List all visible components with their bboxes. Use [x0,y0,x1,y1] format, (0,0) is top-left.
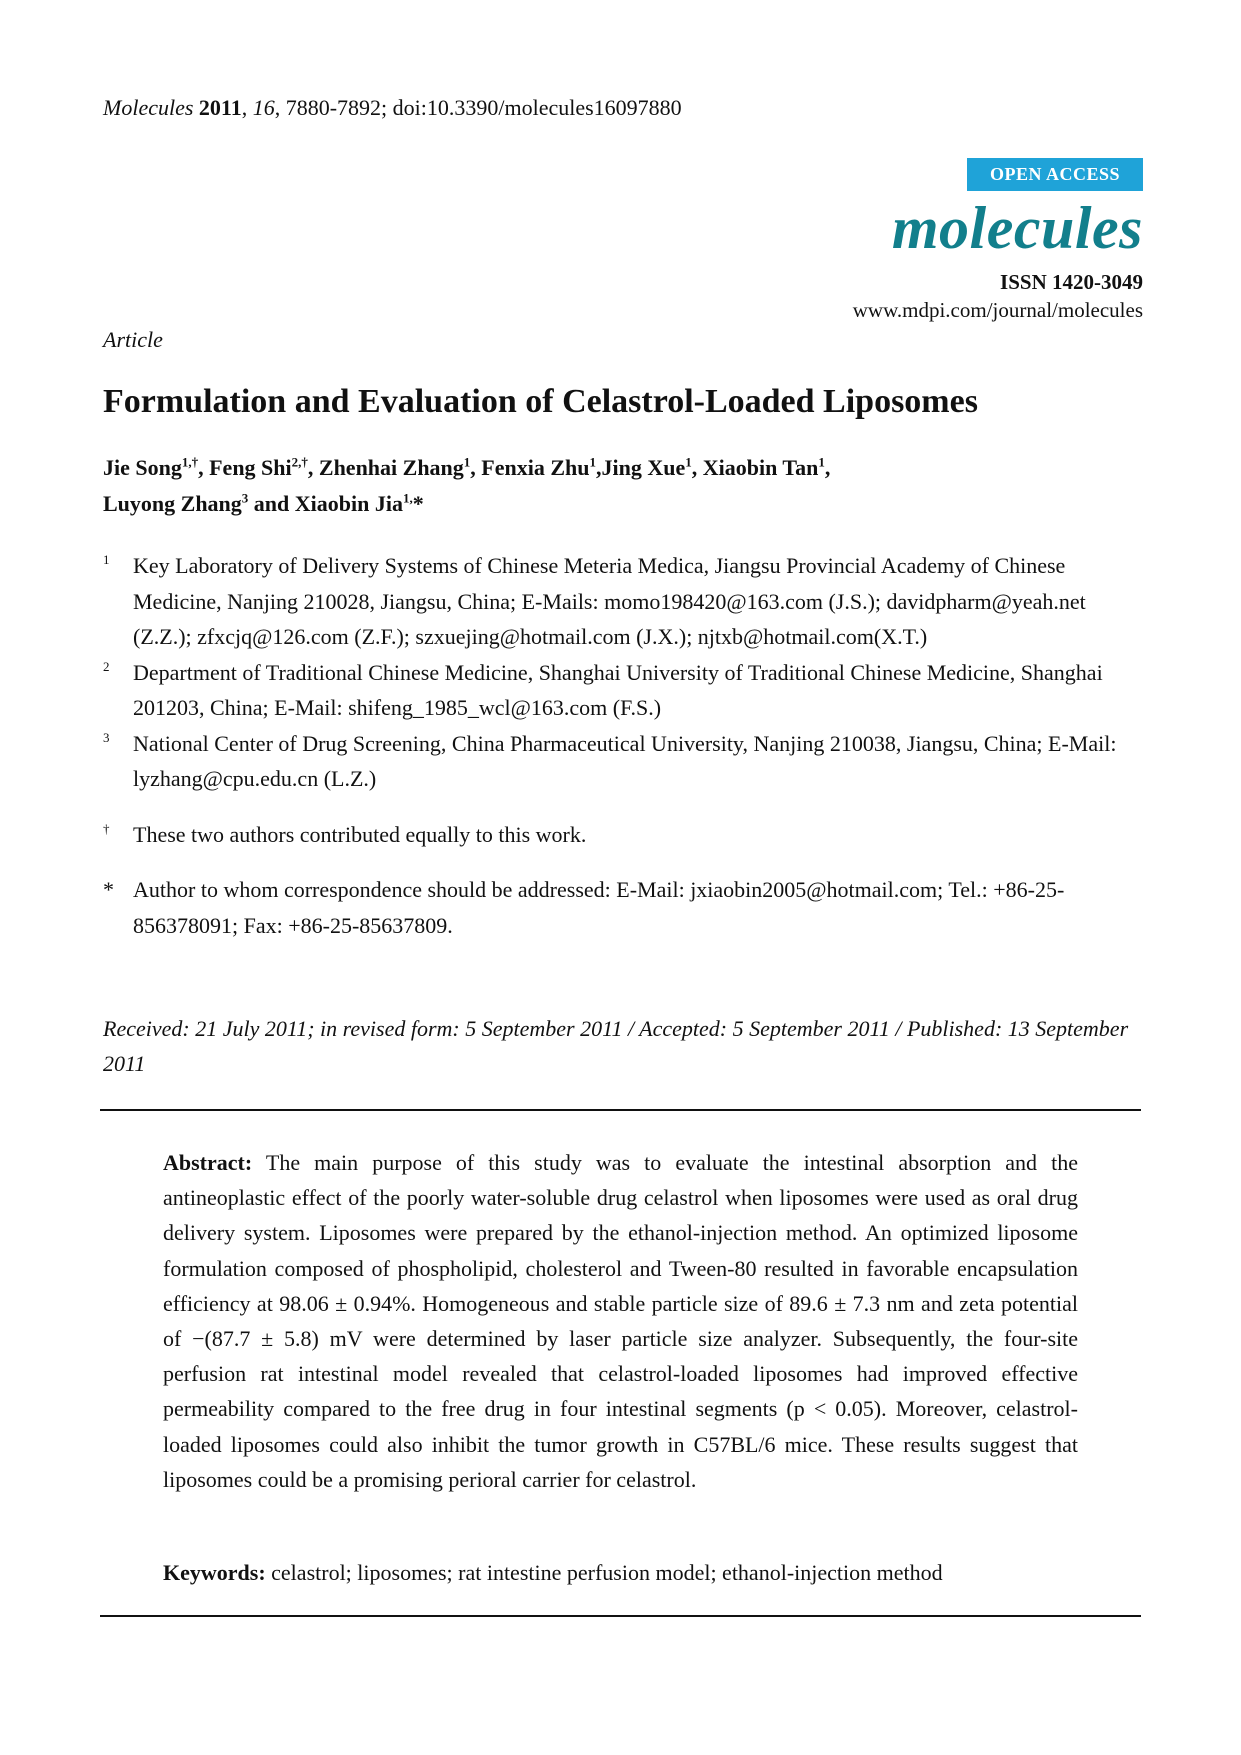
affiliation-mark: 3 [103,729,110,745]
author-sup: 1 [463,454,471,470]
author-name: Jie Song [103,455,182,480]
keywords-text: celastrol; liposomes; rat intestine perfusion model; ethanol-injection method [271,1560,943,1585]
author-name: Fenxia Zhu [481,455,590,480]
abstract [163,1145,1078,1497]
citation-year: 2011 [198,95,242,120]
issn: ISSN 1420-3049 [1000,270,1143,294]
author-sup: 1 [685,454,692,470]
author-sup: 1 [818,454,825,470]
author-name: Xiaobin Tan [702,455,819,480]
author-sep: , [307,455,319,480]
article-type: Article [103,327,163,352]
author-name: Jing Xue [601,455,686,480]
author-sup: 1,† [181,454,199,470]
journal-url[interactable]: www.mdpi.com/journal/molecules [852,298,1143,322]
author-name: Zhenhai Zhang [318,455,464,480]
author-list [103,450,1143,522]
author-sup: 1 [589,454,596,470]
affiliation-text: Key Laboratory of Delivery Systems of Chinese Meteria Medica, Jiangsu Provincial Academy of Chinese Medicine, Nanjing 210028, Jiangsu, China; E-Mails: momo198420@163.com (J.S.); davidpharm@yeah.net (Z.Z.); zfxcjq@126.com (Z.F.); szxuejing@hotmail.com (J.X.); njtxb@hotmail.com(X.T.) [133,553,1086,649]
author-sep: , [691,455,703,480]
affiliation-text: National Center of Drug Screening, China Pharmaceutical University, Nanjing 210038, Jiangsu, China; E-Mail: lyzhang@cpu.edu.cn (L.Z.) [133,730,1117,791]
affiliations [103,548,1143,943]
abstract-text: The main purpose of this study was to evaluate the intestinal absorption and the antineoplastic effect of the poorly water-soluble drug celastrol when liposomes were used as oral drug delivery system. Liposomes were prepared by the ethanol-injection method. An optimized liposome formulation composed of phospholipid, cholesterol and Tween-80 resulted in favorable encapsulation efficiency at 98.06 ± 0.94%. Homogeneous and stable particle size of 89.6 ± 7.3 nm and zeta potential of −(87.7 ± 5.8) mV were determined by laser particle size analyzer. Subsequently, the four-site perfusion rat intestinal model revealed that celastrol-loaded liposomes had improved effective permeability compared to the free drug in four intestinal segments (p < 0.05). Moreover, celastrol-loaded liposomes could also inhibit the tumor growth in C57BL/6 mice. These results suggest that liposomes could be a promising perioral carrier for celastrol. [163,1150,1078,1492]
publication-dates: Received: 21 July 2011; in revised form: 5 September 2011 / Accepted: 5 September 2011 / Published: 13 September 2011 [103,1016,1129,1076]
author-sep: , [198,455,210,480]
keywords [163,1555,1123,1590]
citation-line: Molecules 2011, 16, 7880-7892; doi:10.3390/molecules16097880 [103,95,682,120]
citation-journal: Molecules [103,95,194,120]
author-sep: and [248,491,295,516]
paper-title: Formulation and Evaluation of Celastrol-Loaded Liposomes [103,383,978,420]
author-name: Feng Shi [209,455,292,480]
affiliation-3 [103,726,1143,797]
citation-pages-doi: , 7880-7892; doi:10.3390/molecules16097880 [274,95,682,120]
citation-volume: 16 [252,95,275,120]
correspondence-note [103,872,1143,943]
equal-contribution-note [103,817,1143,853]
asterisk-mark: * [103,877,114,902]
author-sep: , [596,455,602,480]
author-sep: , [824,455,831,480]
author-sup: 1, [402,490,413,506]
affiliation-1 [103,548,1143,655]
open-access-badge: OPEN ACCESS [967,158,1143,191]
journal-logo: molecules [891,195,1143,261]
author-name: Xiaobin Jia [294,491,403,516]
author-sup: 2,† [291,454,308,470]
equal-contribution-text: These two authors contributed equally to this work. [133,821,587,847]
affiliation-mark: 1 [103,552,110,567]
keywords-label: Keywords: [163,1560,266,1585]
abstract-label: Abstract: [163,1150,253,1175]
author-sep: , [470,455,482,480]
affiliation-mark: 2 [103,658,110,674]
correspondence-text: Author to whom correspondence should be addressed: E-Mail: jxiaobin2005@hotmail.com; Tel.: +86-25-856378091; Fax: +86-25-85637809. [133,877,1065,938]
top-divider [100,1109,1141,1111]
bottom-divider [100,1615,1141,1617]
affiliation-text: Department of Traditional Chinese Medicine, Shanghai University of Traditional Chinese Medicine, Shanghai 201203, China; E-Mail: shifeng_1985_wcl@163.com (F.S.) [133,659,1103,720]
dagger-mark: † [103,820,110,836]
author-name: Luyong Zhang [103,491,242,516]
corresponding-mark: * [412,491,424,516]
author-sup: 3 [241,490,249,506]
affiliation-2 [103,655,1143,726]
